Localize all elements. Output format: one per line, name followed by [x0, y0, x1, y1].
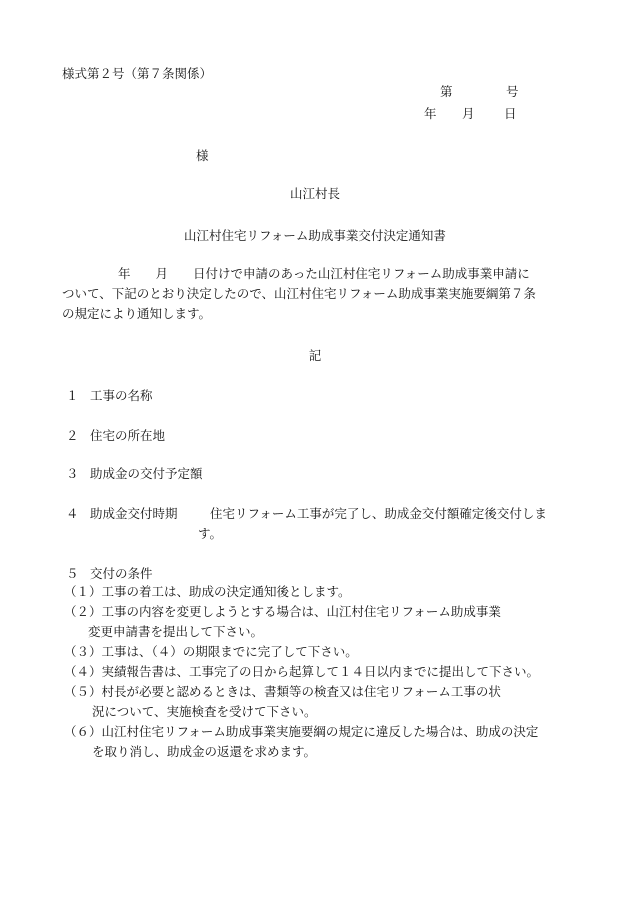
body-line-1: 年 月 日付けで申請のあった山江村住宅リフォーム助成事業申請に [118, 266, 530, 281]
condition-6-text: 山江村住宅リフォーム助成事業実施要綱の規定に違反した場合は、助成の決定 [101, 724, 539, 739]
sender: 山江村長 [289, 186, 340, 201]
condition-4 [64, 664, 539, 680]
condition-6-number: （６） [64, 724, 102, 739]
date-year: 年 [424, 106, 437, 121]
doc-number-prefix: 第 [440, 84, 453, 99]
item-4-number: ４ [66, 506, 79, 521]
condition-5 [64, 684, 501, 700]
condition-6 [64, 724, 538, 740]
body-line-2: ついて、下記のとおり決定したので、山江村住宅リフォーム助成事業実施要綱第７条 [62, 286, 536, 301]
item-3-label: 助成金の交付予定額 [90, 466, 203, 481]
item-2-number: ２ [66, 428, 79, 443]
condition-4-text: 実績報告書は、工事完了の日から起算して１４日以内までに提出して下さい。 [101, 664, 540, 679]
condition-2 [64, 604, 501, 620]
item-4-value-line-1: 住宅リフォーム工事が完了し、助成金交付額確定後交付しま [210, 506, 547, 521]
condition-2-continuation: 変更申請書を提出して下さい。 [88, 624, 264, 639]
condition-6-continuation: を取り消し、助成金の返還を求めます。 [92, 744, 317, 759]
condition-3-number: （３） [64, 644, 102, 659]
condition-3-text: 工事は、（４）の期限までに完了して下さい。 [101, 644, 358, 659]
item-4-value-line-2: す。 [198, 526, 223, 541]
item-1-label: 工事の名称 [90, 388, 153, 403]
ki-heading: 記 [308, 348, 322, 363]
item-4-label: 助成金交付時期 [90, 506, 178, 521]
condition-1 [64, 584, 351, 600]
addressee-suffix: 様 [196, 148, 209, 163]
condition-5-text: 村長が必要と認めるときは、書類等の検査又は住宅リフォーム工事の状 [101, 684, 501, 699]
condition-5-number: （５） [64, 684, 102, 699]
doc-number-suffix: 号 [506, 84, 519, 99]
item-1-number: １ [66, 388, 79, 403]
condition-2-text: 工事の内容を変更しようとする場合は、山江村住宅リフォーム助成事業 [101, 604, 501, 619]
body-line-3: の規定により通知します。 [62, 306, 212, 321]
document-title: 山江村住宅リフォーム助成事業交付決定通知書 [184, 228, 446, 243]
item-3-number: ３ [66, 466, 79, 481]
item-5-label: 交付の条件 [90, 566, 153, 581]
condition-1-text: 工事の着工は、助成の決定通知後とします。 [101, 584, 351, 599]
condition-2-number: （２） [64, 604, 102, 619]
item-5-number: ５ [66, 566, 79, 581]
condition-5-continuation: 況について、実施検査を受けて下さい。 [92, 704, 317, 719]
item-2-label: 住宅の所在地 [90, 428, 166, 443]
form-number: 様式第２号（第７条関係） [62, 66, 213, 81]
condition-4-number: （４） [64, 664, 102, 679]
date-day: 日 [504, 106, 517, 121]
condition-1-number: （１） [64, 584, 102, 599]
date-month: 月 [462, 106, 475, 121]
condition-3 [64, 644, 358, 660]
